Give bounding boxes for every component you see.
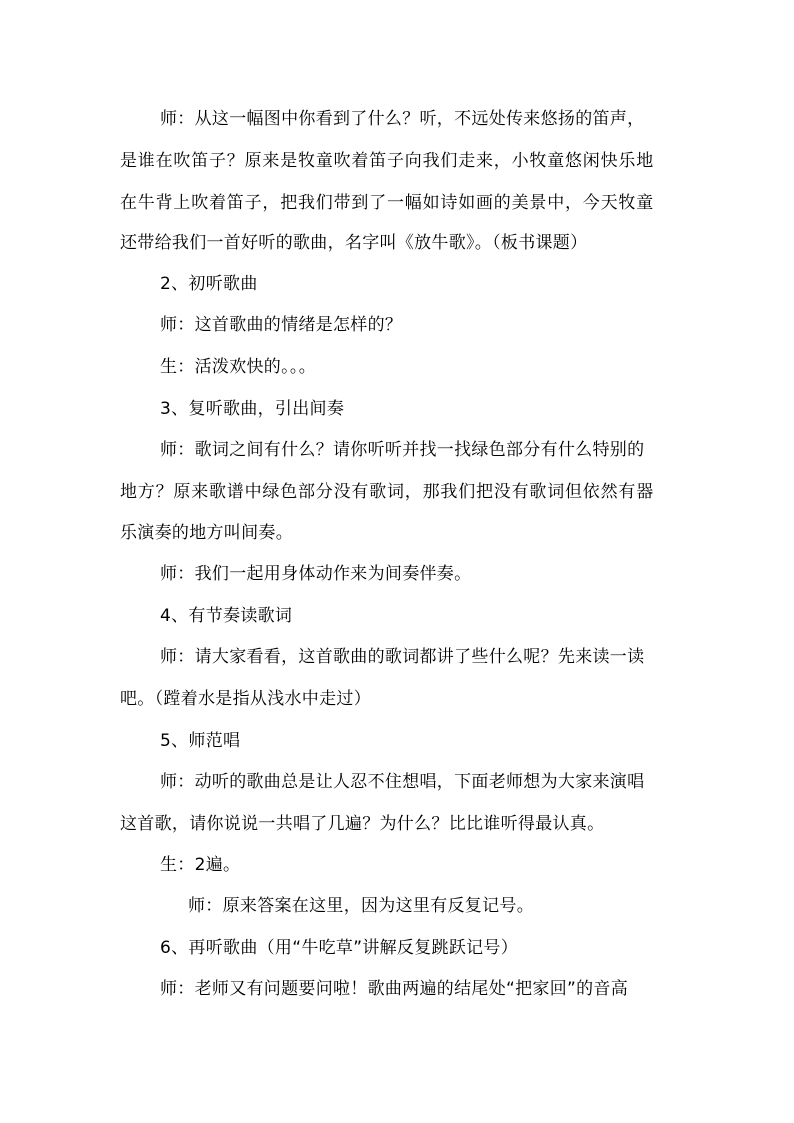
section-heading: 3、复听歌曲，引出间奏 bbox=[160, 399, 345, 419]
text-line: 生：活泼欢快的。。。 bbox=[160, 357, 316, 377]
section-heading: 6、再听歌曲（用“牛吃草”讲解反复跳跃记号） bbox=[160, 938, 519, 958]
text-line: 乐演奏的地方叫间奏。 bbox=[120, 523, 293, 543]
text-line: 吧。（蹚着水是指从浅水中走过） bbox=[120, 689, 371, 709]
text-line: 师：从这一幅图中你看到了什么？听，不远处传来悠扬的笛声， bbox=[160, 109, 645, 129]
text-line: 在牛背上吹着笛子，把我们带到了一幅如诗如画的美景中，今天牧童 bbox=[120, 193, 654, 213]
text-line: 师：动听的歌曲总是让人忍不住想唱，下面老师想为大家来演唱 bbox=[160, 772, 645, 792]
section-heading: 2、初听歌曲 bbox=[160, 274, 258, 294]
text-line: 师：歌词之间有什么？请你听听并找一找绿色部分有什么特别的 bbox=[160, 440, 645, 460]
text-line: 生：2遍。 bbox=[160, 855, 241, 875]
text-line: 师：原来答案在这里，因为这里有反复记号。 bbox=[188, 896, 534, 916]
text-line: 师：老师又有问题要问啦！歌曲两遍的结尾处“把家回”的音高 bbox=[160, 979, 629, 999]
text-line: 师：我们一起用身体动作来为间奏伴奏。 bbox=[160, 564, 472, 584]
section-heading: 4、有节奏读歌词 bbox=[160, 606, 293, 626]
text-line: 还带给我们一首好听的歌曲，名字叫《放牛歌》。（板书课题） bbox=[120, 233, 588, 253]
text-line: 师：请大家看看，这首歌曲的歌词都讲了些什么呢？先来读一读 bbox=[160, 647, 645, 667]
section-heading: 5、师范唱 bbox=[160, 731, 241, 751]
text-line: 师：这首歌曲的情绪是怎样的？ bbox=[160, 315, 403, 335]
text-line: 是谁在吹笛子？原来是牧童吹着笛子向我们走来，小牧童悠闲快乐地 bbox=[120, 151, 654, 171]
text-line: 这首歌，请你说说一共唱了几遍？为什么？比比谁听得最认真。 bbox=[120, 814, 605, 834]
text-line: 地方？原来歌谱中绿色部分没有歌词，那我们把没有歌词但依然有器 bbox=[120, 482, 654, 502]
